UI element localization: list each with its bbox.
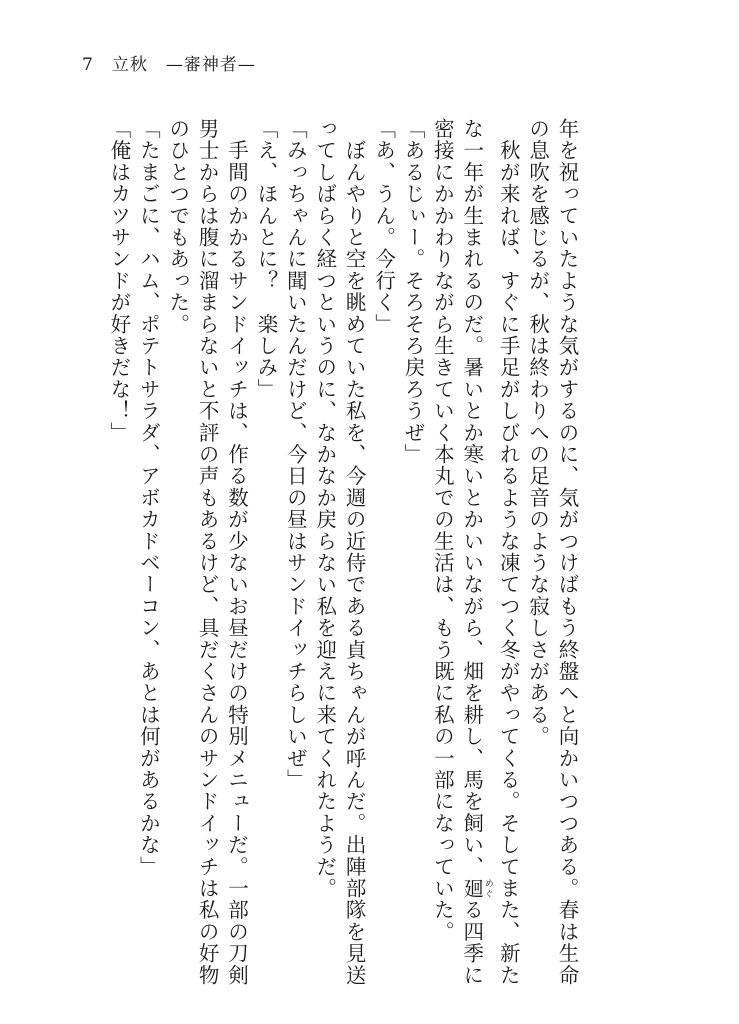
ruby-word [459,877,493,900]
page-number: 7 [82,55,94,75]
chapter-title: 立秋 [111,55,148,75]
text-line: 年を祝っていたような気がするのに、気がつけばもう終盤へと向かいつつある。春は生命 [555,118,579,986]
ruby-base: 廻 [459,877,484,900]
text-line: 手間のかかるサンドイッチは、作る数が少ないお昼だけの特別メニューだ。一部の刀剣 [224,118,249,986]
text-line: の息吹を感じるが、秋は終わりへの足音のような寂しさがある。 [525,118,550,748]
text-line: 「あ、うん。今行く」 [371,118,396,335]
text-line: 「あるじぃー。そろそろ戻ろうぜ」 [400,118,425,466]
text-line: 秋が来れば、すぐに手足がしびれるような凍てつく冬がやってくる。そしてまた、新た [496,118,521,986]
text-line-main: な一年が生まれるのだ。暑いとか寒いとかいいながら、畑を耕し、馬を飼い、 [459,118,484,878]
text-line: 「みっちゃんに聞いたんだけど、今日の昼はサンドイッチらしいぜ」 [283,118,308,791]
text-line: ってしばらく経つというのに、なかなか戻らない私を迎えに来てくれたようだ。 [312,118,337,900]
body-text [106,118,581,987]
ruby-tail: る四季に [459,899,484,987]
text-line [456,118,493,987]
text-line: 男士からは腹に溜まらないと不評の声もあるけど、具だくさんのサンドイッチは私の好物 [195,118,220,986]
ruby-reading: めぐ [482,877,493,900]
chapter-subtitle: —審神者— [165,55,256,75]
text-line: 「俺はカツサンドが好きだな！」 [106,118,131,444]
page-header [82,50,256,75]
text-line: 密接にかかわりながら生きていく本丸での生活は、もう既に私の一部になっていた。 [430,118,455,943]
text-line: 「たまごに、ハム、ポテトサラダ、アボカドベーコン、あとは何があるかな」 [136,118,161,878]
text-line: ぼんやりと空を眺めていた私を、今週の近侍である貞ちゃんが呼んだ。出陣部隊を見送 [342,118,367,986]
text-line: のひとつでもあった。 [165,118,190,335]
text-line: 「え、ほんとに？ 楽しみ」 [253,118,278,401]
